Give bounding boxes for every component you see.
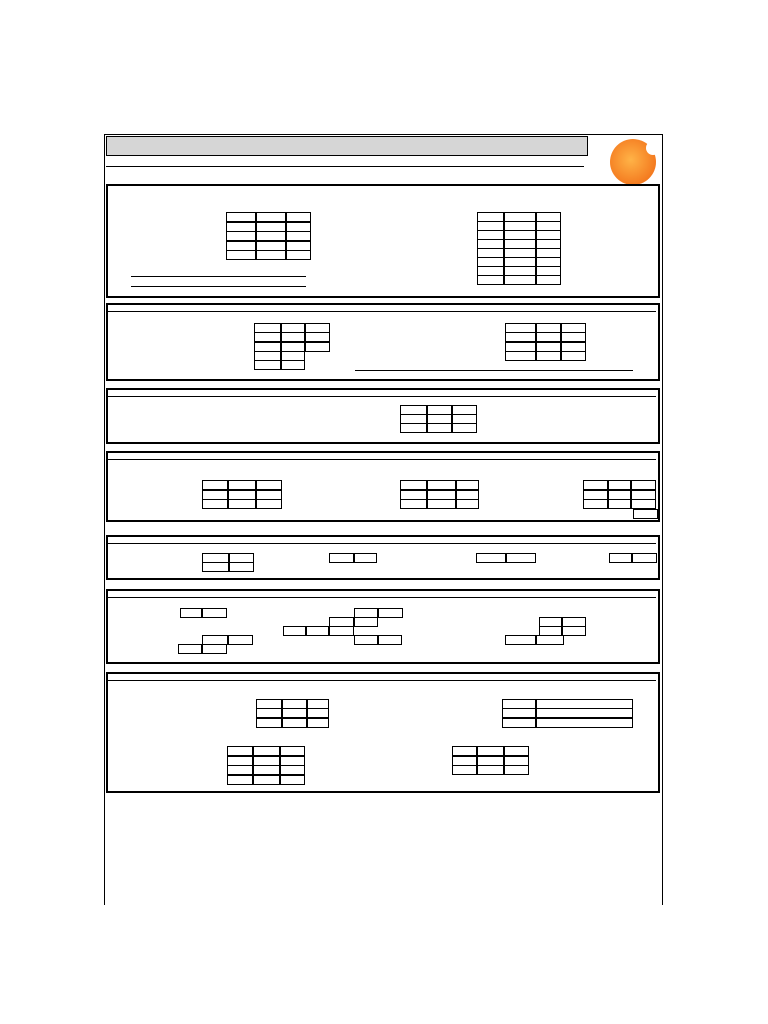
section-2-title [106,303,656,312]
option-no[interactable] [562,626,586,636]
option-si[interactable] [180,608,202,618]
option-no[interactable] [256,231,286,241]
option-alto[interactable] [256,718,282,728]
option-si[interactable] [400,423,427,433]
option-na[interactable] [456,480,479,490]
option-na[interactable] [631,480,656,490]
option-na[interactable] [631,490,656,500]
option-si[interactable] [227,756,253,766]
option-no[interactable] [427,423,452,433]
option-na[interactable] [286,250,311,260]
option-si[interactable] [609,553,632,563]
option-no[interactable] [306,626,329,636]
option-si[interactable] [227,765,253,775]
option-si[interactable] [583,480,608,490]
option-no[interactable] [228,499,256,509]
blank-line [131,286,306,287]
option-na[interactable] [256,499,282,509]
option-aire-acondicionado[interactable] [536,718,633,728]
option-na[interactable] [256,490,282,500]
option-si[interactable] [227,746,253,756]
option-no[interactable] [504,275,536,285]
blank-line [355,370,633,371]
section-4 [106,451,660,522]
option-no[interactable] [378,635,402,645]
option-no[interactable] [253,775,280,785]
option-no[interactable] [608,480,631,490]
section-1 [106,184,660,298]
option-si[interactable] [226,241,256,251]
premium-logo [610,139,656,185]
option-no[interactable] [256,241,286,251]
option-na[interactable] [256,480,282,490]
option-na[interactable] [561,351,586,361]
option-no[interactable] [281,360,305,370]
option-no[interactable] [228,635,253,645]
option-si[interactable] [226,250,256,260]
section-6-title [106,589,656,598]
section-3-title [106,388,656,397]
option-si[interactable] [477,275,504,285]
option-si[interactable] [400,480,427,490]
option-no[interactable] [256,222,286,232]
option-na[interactable] [286,222,311,232]
option-no[interactable] [228,490,256,500]
option-si[interactable] [227,775,253,785]
option-si[interactable] [476,553,506,563]
option-no[interactable] [228,480,256,490]
option-no[interactable] [354,617,378,627]
option-si[interactable] [583,499,608,509]
blank-cell[interactable] [633,509,658,519]
option-natural[interactable] [502,718,536,728]
section-7-title [106,672,656,681]
option-no[interactable] [253,746,280,756]
option-na[interactable] [329,626,354,636]
option-si[interactable] [329,553,354,563]
option-no[interactable] [477,756,504,766]
option-no[interactable] [608,499,631,509]
option-na[interactable] [286,241,311,251]
option-si[interactable] [226,212,256,222]
logo-bite-shape [646,141,660,155]
option-no[interactable] [253,756,280,766]
option-na[interactable] [280,775,305,785]
option-na[interactable] [305,342,330,352]
option-si[interactable] [354,635,378,645]
option-si[interactable] [226,222,256,232]
option-si[interactable] [254,360,281,370]
option-na[interactable] [456,499,479,509]
option-no[interactable] [608,490,631,500]
option-no[interactable] [427,499,456,509]
option-si[interactable] [400,490,427,500]
section-4-title [106,451,656,460]
option-si[interactable] [178,644,202,654]
option-si[interactable] [202,490,228,500]
option-na[interactable] [452,423,477,433]
option-no[interactable] [378,608,403,618]
option-medio[interactable] [282,718,307,728]
option-si[interactable] [202,480,228,490]
option-no[interactable] [536,635,564,645]
option-na[interactable] [504,756,529,766]
option-na[interactable] [286,231,311,241]
option-no[interactable] [229,562,254,572]
option-bajo[interactable] [307,718,329,728]
option-si[interactable] [283,626,306,636]
option-na[interactable] [280,765,305,775]
option-si[interactable] [202,562,229,572]
option-si[interactable] [505,351,536,361]
option-no[interactable] [256,212,286,222]
option-no[interactable] [427,490,456,500]
option-no[interactable] [536,351,561,361]
option-na[interactable] [536,275,561,285]
option-no[interactable] [202,608,227,618]
option-si[interactable] [400,499,427,509]
option-na[interactable] [504,746,529,756]
option-si[interactable] [202,499,228,509]
option-si[interactable] [226,231,256,241]
option-si[interactable] [583,490,608,500]
option-na[interactable] [280,746,305,756]
blank-line [131,276,306,277]
option-na[interactable] [202,644,227,654]
option-no[interactable] [506,553,536,563]
option-na[interactable] [504,765,529,775]
option-no[interactable] [477,765,504,775]
option-si[interactable] [452,765,477,775]
option-no[interactable] [427,480,456,490]
option-na[interactable] [280,756,305,766]
option-no[interactable] [632,553,657,563]
option-no[interactable] [477,746,504,756]
page-title [106,136,588,156]
option-no[interactable] [354,553,377,563]
option-na[interactable] [286,212,311,222]
option-na[interactable] [456,490,479,500]
option-no[interactable] [253,765,280,775]
option-si[interactable] [452,756,477,766]
header-divider [106,166,584,167]
option-si[interactable] [452,746,477,756]
section-7 [106,672,660,793]
option-na[interactable] [631,499,656,509]
section-5-title [106,535,656,544]
option-si[interactable] [505,635,536,645]
option-no[interactable] [256,250,286,260]
